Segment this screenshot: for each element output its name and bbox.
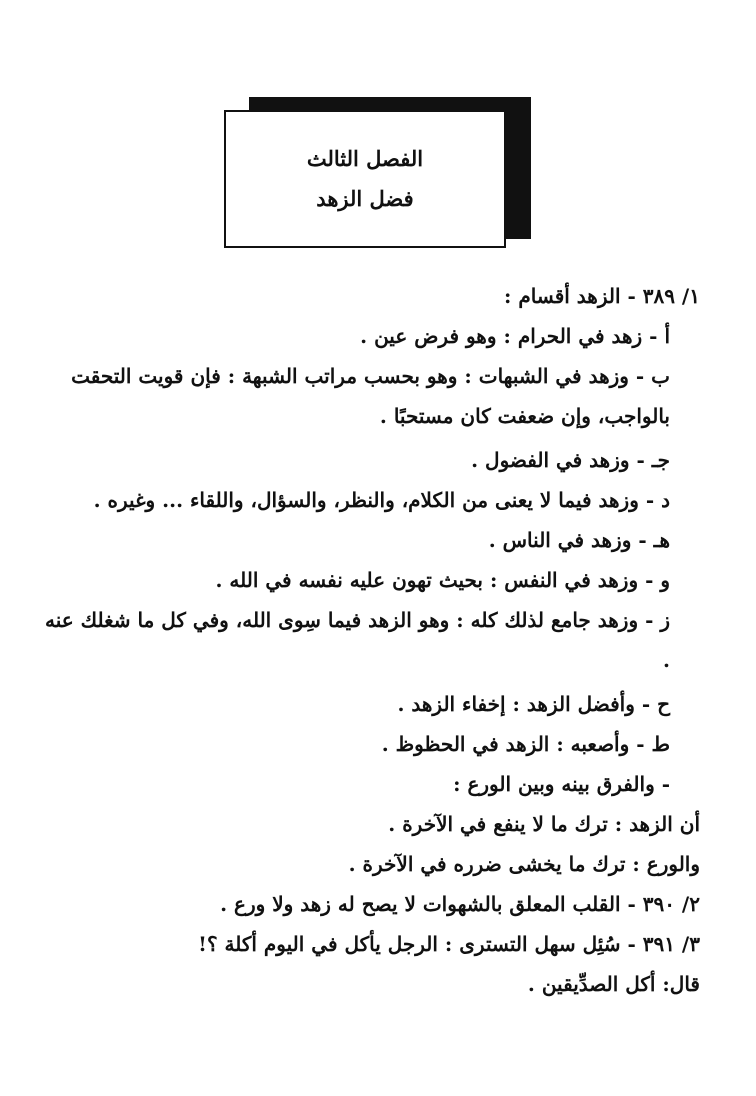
chapter-title: فضل الزهد (316, 186, 414, 211)
paragraph-389: ١/ ٣٨٩ - الزهد أقسام : (504, 284, 700, 308)
list-item-ba: ب - وزهد في الشبهات : وهو بحسب مراتب الشبهة : فإن قويت التحقت بالواجب، وإن ضعفت كان مستحبًا . (71, 364, 670, 428)
list-item-alif: أ - زهد في الحرام : وهو فرض عين . (360, 324, 670, 348)
chapter-number: الفصل الثالث (306, 146, 424, 172)
list-item-tta: ط - وأصعبه : الزهد في الحظوظ . (381, 732, 670, 756)
paragraph-390: ٢/ ٣٩٠ - القلب المعلق بالشهوات لا يصح له زهد ولا ورع . (220, 892, 700, 916)
paragraph-391-answer: قال: أكل الصدِّيقين . (527, 972, 700, 996)
paragraph-391: ٣/ ٣٩١ - سُئِل سهل التسترى : الرجل يأكل في اليوم أكلة ؟! (198, 932, 700, 956)
page-body (40, 276, 700, 1004)
list-item-dal: د - وزهد فيما لا يعنى من الكلام، والنظر، والسؤال، واللقاء ... وغيره . (93, 488, 670, 512)
difference-heading: - والفرق بينه وبين الورع : (453, 772, 670, 796)
list-item-waw: و - وزهد في النفس : بحيث تهون عليه نفسه في الله . (215, 568, 670, 592)
zuhd-definition: أن الزهد : ترك ما لا ينفع في الآخرة . (388, 812, 700, 836)
list-item-ha: هـ - وزهد في الناس . (488, 528, 670, 552)
list-item-jim: جـ - وزهد في الفضول . (471, 448, 670, 472)
list-item-zay: ز - وزهد جامع لذلك كله : وهو الزهد فيما سِوى الله، وفي كل ما شغلك عنه . (45, 608, 670, 672)
chapter-title-box (224, 110, 506, 248)
list-item-hha: ح - وأفضل الزهد : إخفاء الزهد . (397, 692, 670, 716)
wara-definition: والورع : ترك ما يخشى ضرره في الآخرة . (348, 852, 700, 876)
